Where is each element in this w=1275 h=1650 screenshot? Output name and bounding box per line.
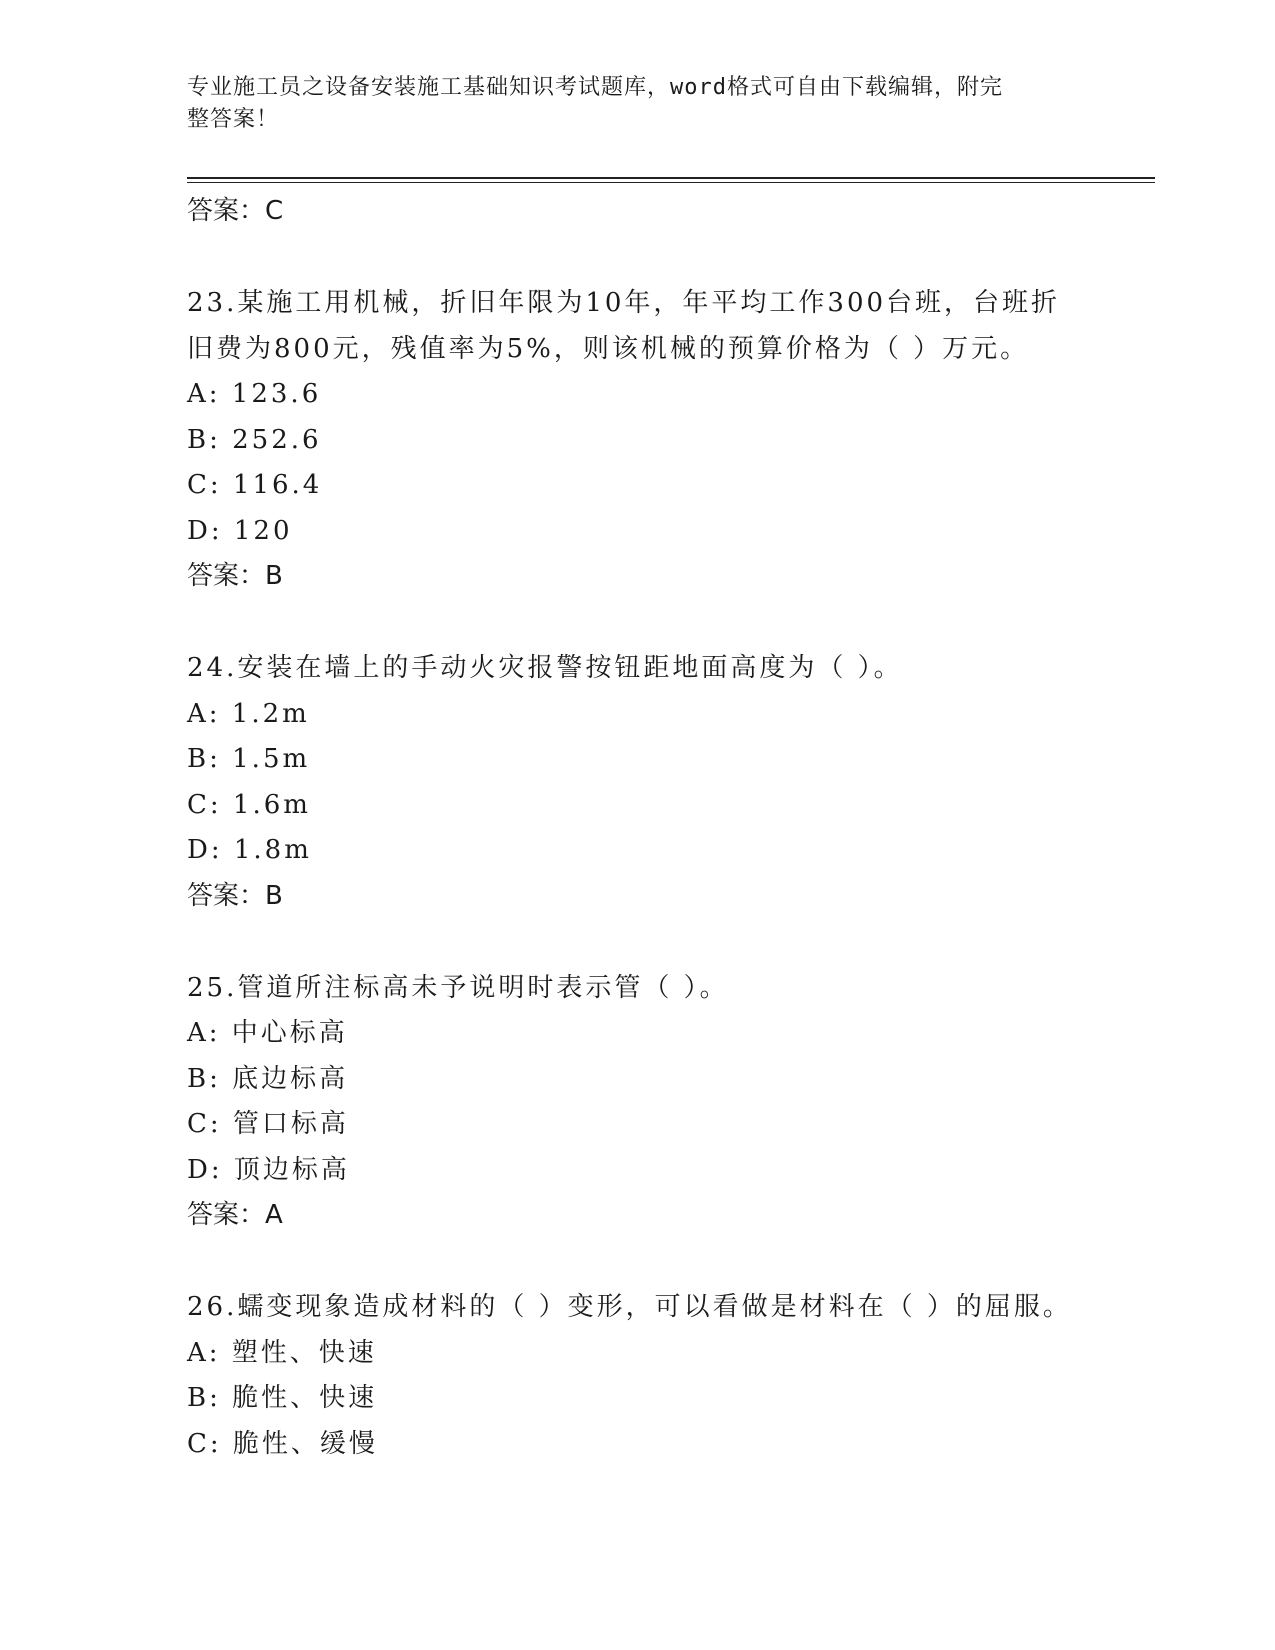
option-c: C: 1.6m bbox=[187, 789, 311, 820]
answer: 答案：A bbox=[187, 1200, 283, 1230]
previous-answer: 答案：C bbox=[187, 196, 284, 226]
option-b: B: 底边标高 bbox=[187, 1063, 349, 1094]
question-23 bbox=[187, 281, 1087, 599]
option-b: B: 脆性、快速 bbox=[187, 1383, 378, 1413]
document-header bbox=[187, 72, 1087, 136]
answer: 答案：B bbox=[187, 561, 283, 591]
option-a: A: 中心标高 bbox=[187, 1018, 348, 1048]
option-c: C: 116.4 bbox=[187, 470, 323, 500]
option-c: C: 脆性、缓慢 bbox=[187, 1428, 378, 1459]
question-25 bbox=[187, 966, 1087, 1239]
question-list bbox=[187, 189, 1087, 1467]
question-stem: 26.蠕变现象造成材料的（ ）变形，可以看做是材料在（ ）的屈服。 bbox=[187, 1292, 1072, 1322]
question-stem: 25.管道所注标高未予说明时表示管（ ）。 bbox=[187, 972, 729, 1003]
question-26 bbox=[187, 1285, 1087, 1467]
option-b: B: 1.5m bbox=[187, 744, 311, 774]
option-c: C: 管口标高 bbox=[187, 1109, 349, 1139]
header-rule-thin bbox=[187, 182, 1155, 183]
header-title-line2: 整答案！ bbox=[187, 107, 280, 132]
question-stem-continued: 旧费为800元，残值率为5%，则该机械的预算价格为（ ）万元。 bbox=[187, 333, 1030, 364]
option-a: A: 1.2m bbox=[187, 698, 310, 729]
option-d: D: 顶边标高 bbox=[187, 1154, 350, 1185]
option-d: D: 1.8m bbox=[187, 835, 312, 865]
question-stem: 24.安装在墙上的手动火灾报警按钮距地面高度为（ ）。 bbox=[187, 653, 903, 683]
question-24 bbox=[187, 646, 1087, 919]
option-b: B: 252.6 bbox=[187, 424, 322, 455]
header-title-line1: 专业施工员之设备安装施工基础知识考试题库，word格式可自由下载编辑，附完 bbox=[187, 75, 1003, 100]
header-rule-thick bbox=[187, 177, 1155, 179]
question-stem: 23.某施工用机械，折旧年限为10年，年平均工作300台班，台班折 bbox=[187, 288, 1061, 318]
option-a: A: 123.6 bbox=[187, 379, 322, 409]
answer: 答案：B bbox=[187, 880, 283, 911]
option-a: A: 塑性、快速 bbox=[187, 1337, 377, 1368]
option-d: D: 120 bbox=[187, 515, 293, 546]
